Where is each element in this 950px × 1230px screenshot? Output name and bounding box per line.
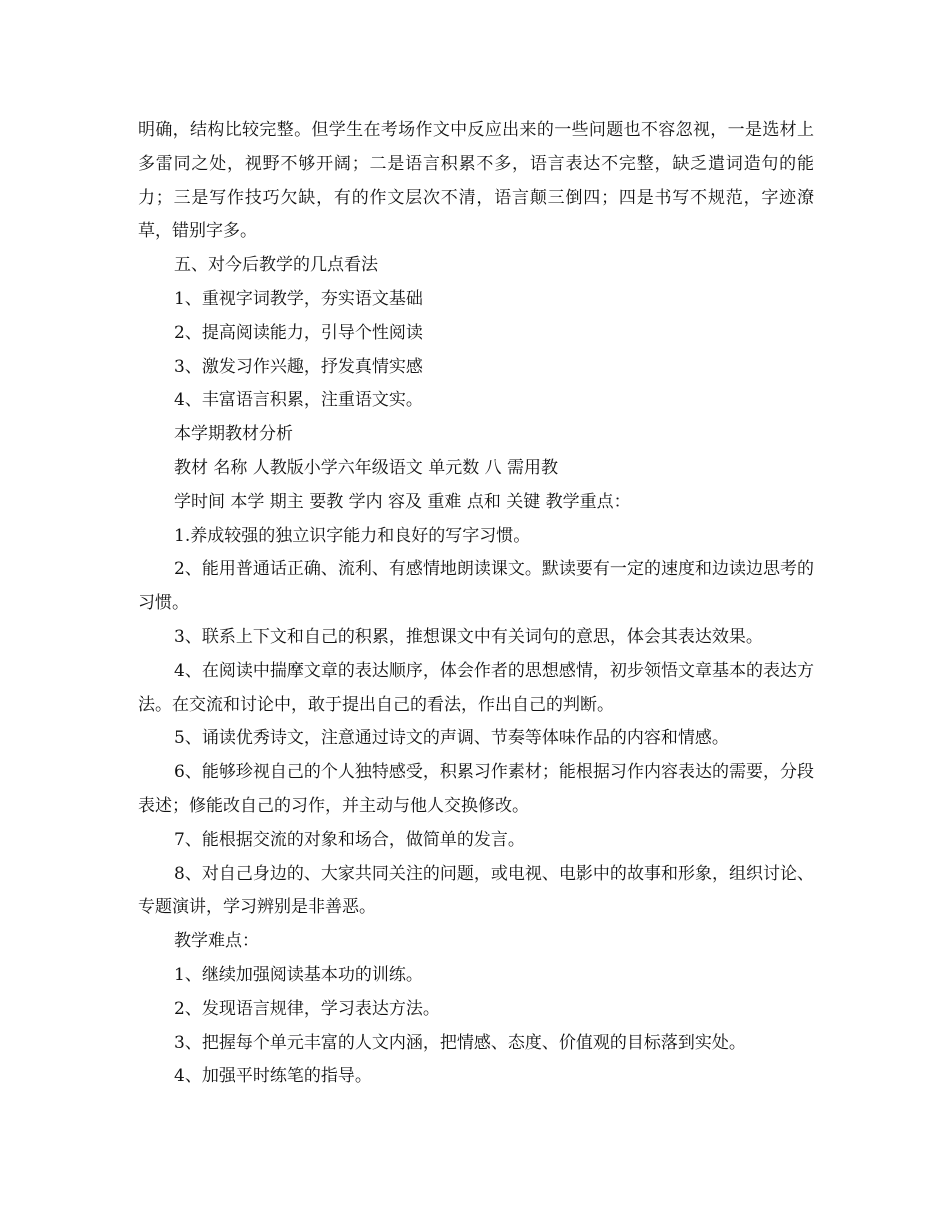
section-heading: 本学期教材分析 xyxy=(174,424,293,445)
list-item: 1、重视字词教学，夯实语文基础 xyxy=(174,288,423,309)
list-item: 2、发现语言规律，学习表达方法。 xyxy=(174,998,440,1019)
section-heading: 教学难点： xyxy=(174,931,259,952)
list-item: 4、加强平时练笔的指导。 xyxy=(174,1066,372,1087)
list-item: 3、把握每个单元丰富的人文内涵，把情感、态度、价值观的目标落到实处。 xyxy=(174,1032,746,1053)
list-item: 1、继续加强阅读基本功的训练。 xyxy=(174,964,423,985)
section-heading: 五、对今后教学的几点看法 xyxy=(174,255,378,276)
list-item: 2、提高阅读能力，引导个性阅读 xyxy=(174,322,423,343)
list-item: 3、激发习作兴趣，抒发真情实感 xyxy=(174,356,423,377)
list-item: 2、能用普通话正确、流利、有感情地朗读课文。默读要有一定的速度和边读边思考的习惯。 xyxy=(138,559,814,614)
list-item: 4、在阅读中揣摩文章的表达顺序，体会作者的思想感情，初步领悟文章基本的表达方法。在交流和讨论中，敢于提出自己的看法，作出自己的判断。 xyxy=(138,660,814,715)
paragraph: 明确，结构比较完整。但学生在考场作文中反应出来的一些问题也不容忽视，一是选材上多雷同之处，视野不够开阔；二是语言积累不多，语言表达不完整，缺乏遣词造句的能力；三是写作技巧欠缺，有的作文层次不清，语言颠三倒四；四是书写不规范，字迹潦草，错别字多。 xyxy=(138,120,814,242)
paragraph: 教材 名称 人教版小学六年级语文 单元数 八 需用教 xyxy=(174,457,559,478)
list-item: 3、联系上下文和自己的积累，推想课文中有关词句的意思，体会其表达效果。 xyxy=(174,626,763,647)
list-item: 1.养成较强的独立识字能力和良好的写字习惯。 xyxy=(174,525,531,546)
list-item: 7、能根据交流的对象和场合，做简单的发言。 xyxy=(174,829,525,850)
list-item: 6、能够珍视自己的个人独特感受，积累习作素材；能根据习作内容表达的需要，分段表述；修能改自己的习作，并主动与他人交换修改。 xyxy=(138,762,814,816)
paragraph: 学时间 本学 期主 要教 学内 容及 重难 点和 关键 教学重点： xyxy=(174,491,631,512)
list-item: 5、诵读优秀诗文，注意通过诗文的声调、节奏等体味作品的内容和情感。 xyxy=(174,728,729,749)
list-item: 8、对自己身边的、大家共同关注的问题，或电视、电影中的故事和形象，组织讨论、专题演讲，学习辨别是非善恶。 xyxy=(138,863,814,918)
list-item: 4、丰富语言积累，注重语文实。 xyxy=(174,390,423,411)
document-body xyxy=(138,114,814,1094)
